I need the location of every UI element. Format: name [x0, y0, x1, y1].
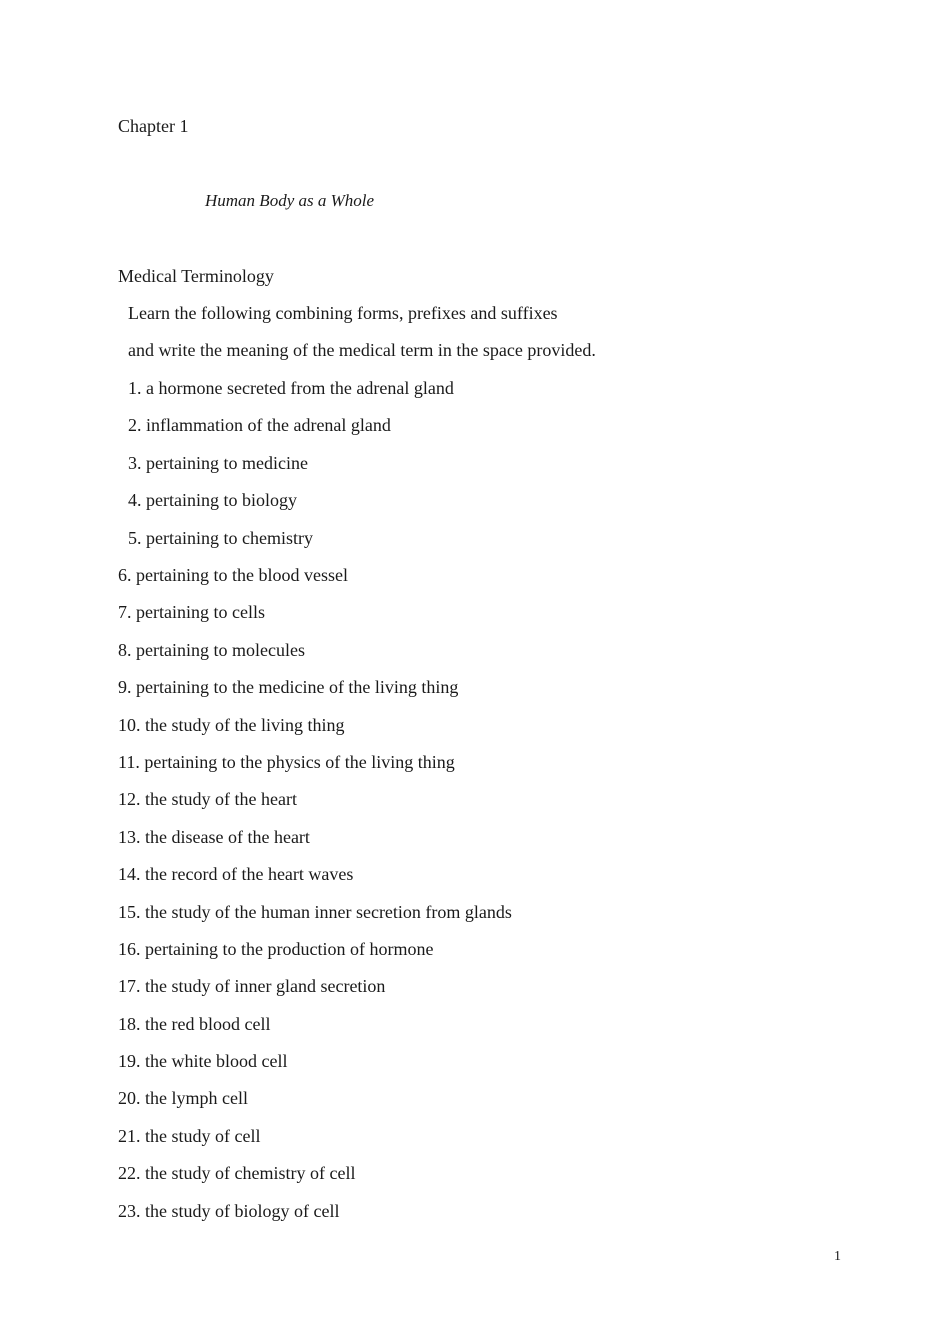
list-item: 17. the study of inner gland secretion: [118, 976, 386, 997]
list-item: 21. the study of cell: [118, 1125, 261, 1146]
list-item: 12. the study of the heart: [118, 789, 297, 810]
term-list: [118, 563, 512, 1236]
list-item: 23. the study of biology of cell: [118, 1200, 340, 1221]
list-item: 13. the disease of the heart: [118, 826, 310, 847]
chapter-heading: Chapter 1: [118, 116, 189, 136]
list-item: 9. pertaining to the medicine of the living thing: [118, 677, 459, 698]
list-item: 8. pertaining to molecules: [118, 639, 305, 660]
list-item: 7. pertaining to cells: [118, 602, 265, 623]
list-item: 2. inflammation of the adrenal gland: [128, 415, 391, 436]
list-item: 1. a hormone secreted from the adrenal gland: [128, 378, 454, 398]
list-item: 16. pertaining to the production of hormone: [118, 938, 434, 959]
list-item: 5. pertaining to chemistry: [128, 527, 313, 548]
list-item: 19. the white blood cell: [118, 1051, 288, 1072]
list-item: 10. the study of the living thing: [118, 714, 345, 735]
list-item: 3. pertaining to medicine: [128, 452, 308, 473]
list-item: 20. the lymph cell: [118, 1088, 248, 1109]
instructions: [128, 301, 596, 376]
chapter-subtitle: Human Body as a Whole: [205, 191, 375, 210]
term-list-indented: [128, 376, 454, 563]
list-item: 14. the record of the heart waves: [118, 864, 354, 885]
page-number: 1: [834, 1249, 841, 1264]
list-item: 6. pertaining to the blood vessel: [118, 565, 348, 585]
section-title: Medical Terminology: [118, 266, 274, 286]
instruction-line: Learn the following combining forms, prefixes and suffixes: [128, 303, 558, 323]
list-item: 18. the red blood cell: [118, 1013, 271, 1034]
list-item: 4. pertaining to biology: [128, 490, 297, 511]
list-item: 22. the study of chemistry of cell: [118, 1163, 356, 1184]
list-item: 15. the study of the human inner secretion from glands: [118, 901, 512, 922]
instruction-line: and write the meaning of the medical term in the space provided.: [128, 340, 596, 361]
list-item: 11. pertaining to the physics of the living thing: [118, 751, 455, 772]
